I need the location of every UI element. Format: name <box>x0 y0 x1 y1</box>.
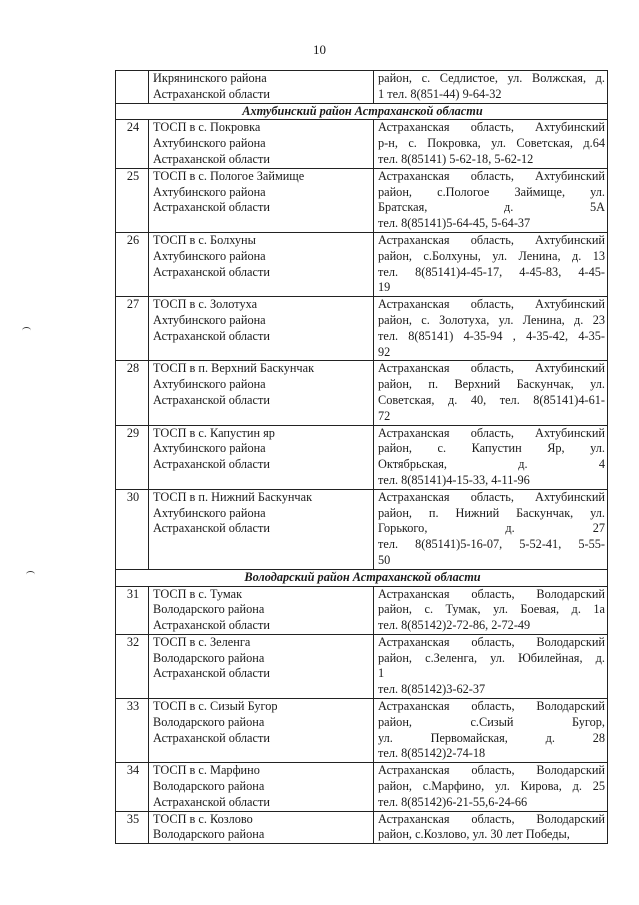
row-number: 26 <box>116 232 149 296</box>
office-name-line: Астраханской области <box>153 457 270 472</box>
office-name-line: Володарского района <box>153 714 265 729</box>
office-address-line: тел. 8(85141)5-16-07, 5-52-41, 5-55- <box>378 537 605 552</box>
office-name-cell <box>149 763 374 811</box>
office-name-line: Астраханской области <box>153 86 270 101</box>
office-name-cell <box>149 634 374 698</box>
office-name-cell <box>149 489 374 569</box>
office-address-cell <box>374 811 608 844</box>
office-address-line: 72 <box>378 408 391 423</box>
office-name-line: Володарского района <box>153 779 265 794</box>
office-address-line: район, с.Сизый Бугор, <box>378 714 605 729</box>
page-number: 10 <box>313 42 326 57</box>
row-number: 32 <box>116 634 149 698</box>
register-body <box>116 71 608 844</box>
district-section-row <box>116 103 608 120</box>
office-name-cell <box>149 71 374 104</box>
table-row <box>116 232 608 296</box>
table-row <box>116 489 608 569</box>
office-name-line: Астраханской области <box>153 328 270 343</box>
office-name-line: Астраханской области <box>153 392 270 407</box>
office-name-cell <box>149 699 374 763</box>
row-number: 30 <box>116 489 149 569</box>
office-address-cell <box>374 699 608 763</box>
office-name-cell <box>149 425 374 489</box>
office-address-line: район, с.Пологое Займище, ул. <box>378 184 605 199</box>
row-number: 33 <box>116 699 149 763</box>
table-row <box>116 634 608 698</box>
office-address-cell <box>374 232 608 296</box>
office-name-cell <box>149 232 374 296</box>
office-name-line: Володарского района <box>153 827 265 842</box>
office-name-line: ТОСП в с. Козлово <box>153 811 253 826</box>
row-number: 27 <box>116 297 149 361</box>
office-address-cell <box>374 168 608 232</box>
office-name-line: ТОСП в п. Нижний Баскунчак <box>153 489 313 504</box>
office-name-line: Астраханской области <box>153 521 270 536</box>
office-address-line: 1 тел. 8(851-44) 9-64-32 <box>378 86 502 101</box>
row-number: 31 <box>116 586 149 634</box>
office-name-line: ТОСП в с. Сизый Бугор <box>153 699 278 714</box>
office-address-line: Астраханская область, Ахтубинский <box>378 361 605 376</box>
office-name-cell <box>149 811 374 844</box>
office-name-line: Икрянинского района <box>153 71 267 85</box>
district-section-row <box>116 569 608 586</box>
office-name-line: Ахтубинского района <box>153 312 266 327</box>
office-name-line: Астраханской области <box>153 264 270 279</box>
office-name-line: Астраханской области <box>153 730 270 745</box>
office-address-line: тел. 8(85142)3-62-37 <box>378 682 486 697</box>
office-address-line: район, с.Зеленга, ул. Юбилейная, д. <box>378 650 605 665</box>
office-address-line: тел. 8(85142)6-21-55,6-24-66 <box>378 794 528 809</box>
office-name-cell <box>149 361 374 425</box>
office-address-line: Астраханская область, Володарский <box>378 763 605 778</box>
office-name-line: Астраханской области <box>153 618 270 633</box>
office-address-line: 1 <box>378 666 385 681</box>
office-address-line: район, с.Болхуны, ул. Ленина, д. 13 <box>378 248 605 263</box>
table-row <box>116 586 608 634</box>
office-address-line: район, с. Тумак, ул. Боевая, д. 1а <box>378 602 605 617</box>
office-address-cell <box>374 71 608 104</box>
office-address-line: район, с. Седлистое, ул. Волжская, д. <box>378 71 605 85</box>
office-address-line: Астраханская область, Ахтубинский <box>378 232 605 247</box>
office-address-cell <box>374 489 608 569</box>
office-address-line: Астраханская область, Ахтубинский <box>378 297 605 312</box>
office-address-line: тел. 8(85142)2-72-86, 2-72-49 <box>378 618 531 633</box>
office-address-line: район, п. Верхний Баскунчак, ул. <box>378 377 605 392</box>
table-row <box>116 763 608 811</box>
office-name-line: ТОСП в с. Золотуха <box>153 297 258 312</box>
office-name-line: ТОСП в с. Капустин яр <box>153 425 275 440</box>
office-address-line: тел. 8(85141)4-45-17, 4-45-83, 4-45- <box>378 264 605 279</box>
office-address-cell <box>374 361 608 425</box>
office-register-table <box>115 70 608 844</box>
office-name-line: ТОСП в с. Пологое Займище <box>153 168 305 183</box>
office-name-cell <box>149 120 374 168</box>
office-address-line: Астраханская область, Володарский <box>378 586 605 601</box>
row-number: 24 <box>116 120 149 168</box>
district-section-title: Ахтубинский район Астраханской области <box>116 103 608 120</box>
office-address-line: 19 <box>378 280 391 295</box>
table-row <box>116 425 608 489</box>
table-row <box>116 120 608 168</box>
office-name-cell <box>149 168 374 232</box>
office-name-line: ТОСП в с. Зеленга <box>153 634 251 649</box>
table-row <box>116 811 608 844</box>
row-number: 34 <box>116 763 149 811</box>
row-number: 28 <box>116 361 149 425</box>
office-address-line: Астраханская область, Володарский <box>378 699 605 714</box>
office-name-line: ТОСП в с. Покровка <box>153 120 261 135</box>
table-row <box>116 71 608 104</box>
office-name-line: Володарского района <box>153 602 265 617</box>
office-address-cell <box>374 297 608 361</box>
office-name-line: Астраханской области <box>153 794 270 809</box>
office-address-line: район, с.Козлово, ул. 30 лет Победы, <box>378 827 570 842</box>
office-address-line: тел. 8(85141)4-15-33, 4-11-96 <box>378 472 530 487</box>
office-address-line: Братская, д. 5А <box>378 200 605 215</box>
office-address-line: тел. 8(85142)2-74-18 <box>378 746 486 761</box>
office-address-line: тел. 8(85141) 4-35-94 , 4-35-42, 4-35- <box>378 328 605 343</box>
table-row <box>116 361 608 425</box>
scan-artifact-mark <box>26 571 35 578</box>
office-address-cell <box>374 120 608 168</box>
district-section-title: Володарский район Астраханской области <box>116 569 608 586</box>
office-address-line: тел. 8(85141) 5-62-18, 5-62-12 <box>378 151 534 166</box>
office-name-line: Астраханской области <box>153 666 270 681</box>
office-address-line: район, с. Капустин Яр, ул. <box>378 441 605 456</box>
office-address-line: район, п. Нижний Баскунчак, ул. <box>378 505 605 520</box>
office-address-line: Астраханская область, Ахтубинский <box>378 489 605 504</box>
office-address-line: Горького, д. 27 <box>378 521 605 536</box>
row-number: 29 <box>116 425 149 489</box>
office-address-line: р-н, с. Покровка, ул. Советская, д.64 <box>378 136 605 151</box>
office-name-line: ТОСП в п. Верхний Баскунчак <box>153 361 315 376</box>
office-address-line: тел. 8(85141)5-64-45, 5-64-37 <box>378 216 531 231</box>
office-name-line: Ахтубинского района <box>153 505 266 520</box>
office-name-line: Ахтубинского района <box>153 184 266 199</box>
office-name-line: Ахтубинского района <box>153 441 266 456</box>
office-name-line: Ахтубинского района <box>153 136 266 151</box>
office-address-line: Астраханская область, Ахтубинский <box>378 425 605 440</box>
office-name-line: Астраханской области <box>153 200 270 215</box>
office-name-line: Астраханской области <box>153 151 270 166</box>
row-number: 25 <box>116 168 149 232</box>
row-number: 35 <box>116 811 149 844</box>
table-row <box>116 168 608 232</box>
table-row <box>116 699 608 763</box>
office-address-line: 92 <box>378 344 391 359</box>
office-address-line: 50 <box>378 552 391 567</box>
office-address-line: район, с. Золотуха, ул. Ленина, д. 23 <box>378 312 605 327</box>
office-address-line: Астраханская область, Ахтубинский <box>378 168 605 183</box>
office-name-line: Володарского района <box>153 650 265 665</box>
office-name-line: ТОСП в с. Марфино <box>153 763 260 778</box>
office-name-line: ТОСП в с. Тумак <box>153 586 243 601</box>
row-number <box>116 71 149 104</box>
office-address-line: район, с.Марфино, ул. Кирова, д. 25 <box>378 779 605 794</box>
office-address-cell <box>374 634 608 698</box>
office-name-line: Ахтубинского района <box>153 248 266 263</box>
office-address-cell <box>374 425 608 489</box>
office-address-line: Астраханская область, Ахтубинский <box>378 120 605 135</box>
office-address-line: Астраханская область, Володарский <box>378 811 605 826</box>
office-name-line: ТОСП в с. Болхуны <box>153 232 256 247</box>
office-address-line: Советская, д. 40, тел. 8(85141)4-61- <box>378 392 605 407</box>
office-address-line: ул. Первомайская, д. 28 <box>378 730 605 745</box>
office-address-line: Октябрьская, д. 4 <box>378 457 605 472</box>
office-name-cell <box>149 297 374 361</box>
office-name-cell <box>149 586 374 634</box>
office-name-line: Ахтубинского района <box>153 377 266 392</box>
office-address-cell <box>374 763 608 811</box>
table-row <box>116 297 608 361</box>
scan-artifact-mark <box>22 327 31 334</box>
office-address-line: Астраханская область, Володарский <box>378 634 605 649</box>
office-address-cell <box>374 586 608 634</box>
